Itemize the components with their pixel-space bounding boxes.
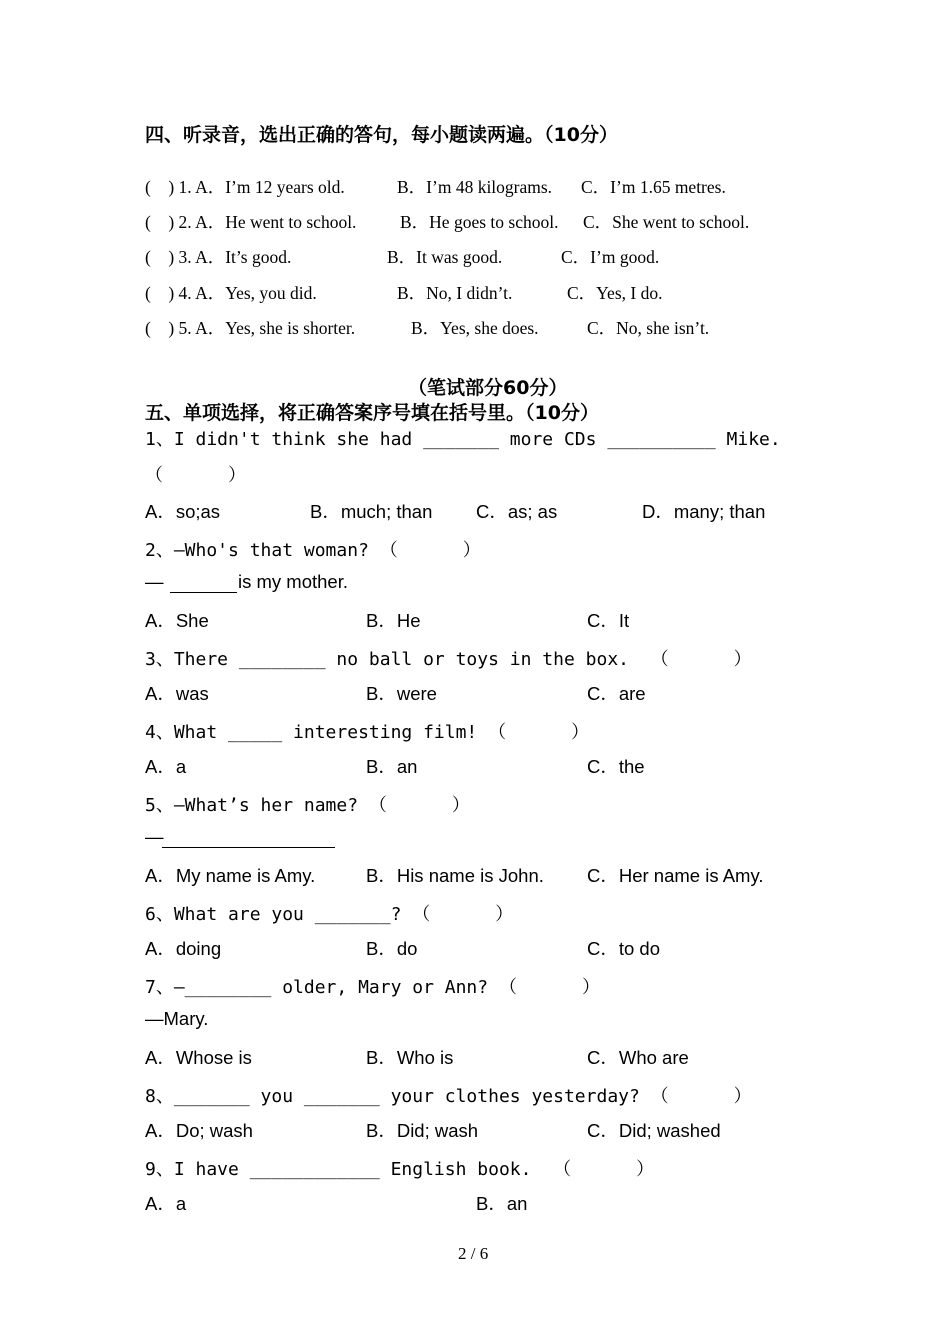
question-2-reply-text: is my mother. (238, 571, 348, 592)
question-2-option-c: C．It (587, 610, 630, 631)
question-2-blank-line (170, 592, 237, 593)
listening-q5: ( ) 5. A．Yes, she is shorter. (145, 318, 356, 338)
question-6-stem: 6、What are you _______? （ ） (145, 904, 514, 925)
question-4-stem: 4、What _____ interesting film! （ ） (145, 722, 590, 743)
question-6-option-a: A．doing (145, 938, 222, 959)
question-4-option-a: A．a (145, 756, 187, 777)
question-1-option-d: D．many; than (642, 501, 766, 522)
question-1-option-b: B．much; than (310, 501, 433, 522)
question-2-option-b: B．He (366, 610, 421, 631)
question-7-option-a: A．Whose is (145, 1047, 252, 1068)
question-5-option-a: A．My name is Amy. (145, 865, 316, 886)
question-1-answer-paren: （ ） (145, 465, 247, 486)
listening-q5-option-b: B．Yes, she does. (411, 318, 539, 338)
listening-q3: ( ) 3. A．It’s good. (145, 247, 292, 267)
question-9-stem: 9、I have ____________ English book. （ ） (145, 1159, 655, 1180)
listening-q4-option-c: C．Yes, I do. (567, 283, 663, 303)
question-3-option-a: A．was (145, 683, 209, 704)
question-5-option-c: C．Her name is Amy. (587, 865, 764, 886)
question-5-reply-dash: — (145, 826, 164, 847)
listening-q1-option-c: C．I’m 1.65 metres. (581, 177, 726, 197)
question-8-stem: 8、_______ you _______ your clothes yesterday? （ ） (145, 1086, 752, 1107)
question-7-option-b: B．Who is (366, 1047, 454, 1068)
question-9-option-b: B．an (476, 1193, 528, 1214)
question-2-stem: 2、—Who's that woman? （ ） (145, 540, 481, 561)
question-2-reply-dash: — (145, 571, 169, 592)
question-5-option-b: B．His name is John. (366, 865, 544, 886)
question-7-reply: —Mary. (145, 1008, 209, 1029)
section-5-title: 五、单项选择，将正确答案序号填在括号里。（10分） (145, 402, 599, 424)
question-6-option-c: C．to do (587, 938, 661, 959)
question-3-option-b: B．were (366, 683, 437, 704)
page-number: 2 / 6 (458, 1244, 489, 1263)
listening-q1-option-b: B．I’m 48 kilograms. (397, 177, 553, 197)
question-2-option-a: A．She (145, 610, 209, 631)
section-4-title: 四、听录音，选出正确的答句，每小题读两遍。（10分） (145, 124, 618, 146)
question-1-option-c: C．as; as (476, 501, 558, 522)
written-part-title: （笔试部分60分） (408, 377, 568, 399)
question-3-stem: 3、There ________ no ball or toys in the box. （ ） (145, 649, 752, 670)
listening-q2-option-b: B．He goes to school. (400, 212, 559, 232)
question-8-option-c: C．Did; washed (587, 1120, 721, 1141)
question-7-option-c: C．Who are (587, 1047, 689, 1068)
listening-q3-option-b: B．It was good. (387, 247, 503, 267)
listening-q4-option-b: B．No, I didn’t. (397, 283, 513, 303)
question-5-stem: 5、—What’s her name? （ ） (145, 795, 470, 816)
question-8-option-a: A．Do; wash (145, 1120, 253, 1141)
question-9-option-a: A．a (145, 1193, 187, 1214)
question-6-option-b: B．do (366, 938, 418, 959)
listening-q1: ( ) 1. A．I’m 12 years old. (145, 177, 345, 197)
question-8-option-b: B．Did; wash (366, 1120, 479, 1141)
question-4-option-c: C．the (587, 756, 645, 777)
question-5-blank-line (162, 847, 335, 848)
question-4-option-b: B．an (366, 756, 418, 777)
listening-q5-option-c: C．No, she isn’t. (587, 318, 710, 338)
listening-q3-option-c: C．I’m good. (561, 247, 660, 267)
listening-q4: ( ) 4. A．Yes, you did. (145, 283, 317, 303)
question-3-option-c: C．are (587, 683, 646, 704)
question-1-stem: 1、I didn't think she had _______ more CDs __________ Mike. (145, 429, 781, 450)
question-1-option-a: A．so;as (145, 501, 221, 522)
listening-q2-option-c: C．She went to school. (583, 212, 750, 232)
listening-q2: ( ) 2. A．He went to school. (145, 212, 357, 232)
question-7-stem: 7、—________ older, Mary or Ann? （ ） (145, 977, 600, 998)
